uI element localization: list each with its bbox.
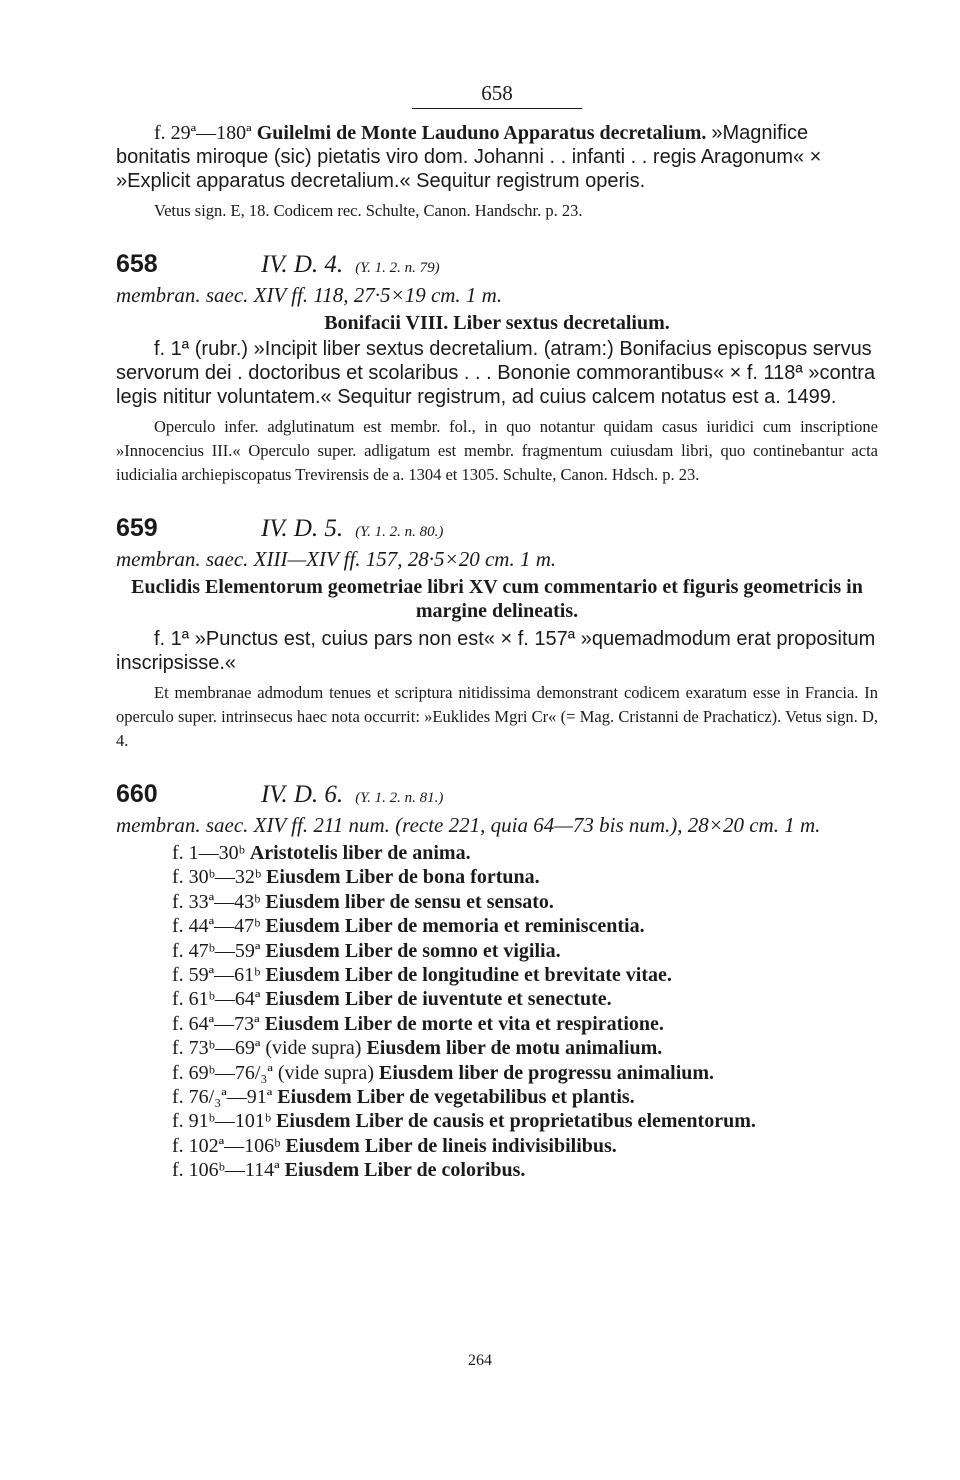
contents-item [116,890,878,914]
contents-item [116,865,878,889]
work-title: Eiusdem liber de progressu animalium. [378,1061,715,1084]
folio-range: f. 30ᵇ—32ᵇ [172,866,267,889]
folio-range: f. 69ᵇ—76/₃ª (vide supra) [172,1061,379,1084]
folio-range: f. 64ª—73ª [172,1012,265,1035]
entry-note: Et membranae admodum tenues et scriptura nitidissima demonstrant codicem exaratum esse in Francia. In operculo super. intrinsecus haec nota occurrit: »Euklides Mgri Cr« (= Mag. Cristanni de Prachaticz). Vetus sign. D, 4. [116,683,878,750]
old-shelfmark: (Y. 1. 2. n. 80.) [355,524,444,540]
work-title: Eiusdem liber de sensu et sensato. [265,890,554,913]
physical-description: membran. saec. XIV ff. 118, 27·5×19 cm. 1 m. [116,283,503,307]
work-title: Eiusdem Liber de bona fortuna. [266,866,540,889]
contents-item [116,987,878,1011]
folio-range: f. 76/₃ª—91ª [172,1086,278,1109]
physical-description: membran. saec. XIII—XIV ff. 157, 28·5×20 cm. 1 m. [116,547,557,571]
physical-description: membran. saec. XIV ff. 211 num. (recte 221, quia 64—73 bis num.), 28×20 cm. 1 m. [116,813,821,837]
work-title: Eiusdem Liber de longitudine et brevitate vitae. [265,964,672,987]
folio-range: f. 47ᵇ—59ª [172,939,266,962]
incipit-text: f. 1ª (rubr.) »Incipit liber sextus decretalium. (atram:) Bonifacius episcopus servus servorum dei . doctoribus et scolaribus . . . Bononie commorantibus« × f. 118ª »contra legis nititur voluntatem.« Sequitur registrum, ad cuius calcem notatus est a. 1499. [116,338,876,408]
contents-item [116,841,878,865]
contents-item [116,914,878,938]
folio-range: f. 59ª—61ᵇ [172,964,266,987]
entry-number: 659 [116,514,158,542]
work-title: Guilelmi de Monte Lauduno Apparatus decretalium. [256,122,707,144]
work-title: Bonifacii VIII. Liber sextus decretalium. [324,312,670,334]
page-content [116,80,878,1183]
shelfmark: IV. D. 5. [261,515,344,542]
entry-660 [116,779,878,1183]
work-title: Eiusdem liber de motu animalium. [366,1037,663,1060]
folio-range: f. 44ª—47ᵇ [172,915,266,938]
incipit-text: »Magnifice bonitatis miroque (sic) pietatis viro dom. Johanni . . infanti . . regis Aragonum« × »Explicit apparatus decretalium.« Sequitur registrum operis. [116,122,822,192]
contents-item [116,1036,878,1060]
work-title: Eiusdem Liber de morte et vita et respiratione. [264,1012,664,1035]
folio-range: f. 61ᵇ—64ª [172,988,266,1011]
contents-item [116,1085,878,1109]
contents-item [116,1012,878,1036]
folio-range: f. 102ª—106ᵇ [172,1134,286,1157]
contents-item [116,939,878,963]
contents-item [116,1061,878,1085]
entry-659 [116,513,878,753]
folio-range: f. 1—30ᵇ [172,842,250,864]
work-title: Eiusdem Liber de lineis indivisibilibus. [285,1134,617,1157]
contents-item [116,1109,878,1133]
running-head-rule [412,108,582,109]
folio-range: f. 73ᵇ—69ª (vide supra) [172,1037,367,1060]
folio-range: f. 106ᵇ—114ª [172,1159,285,1182]
entry-header [116,249,878,283]
entry-number: 660 [116,780,158,808]
entry-658 [116,249,878,487]
entry-prev-contents [116,121,878,193]
shelfmark: IV. D. 6. [261,781,344,808]
work-title: Eiusdem Liber de coloribus. [284,1159,526,1182]
folio-range: f. 29ª—180ª [154,122,257,144]
folio-range: f. 33ª—43ᵇ [172,890,266,913]
old-shelfmark: (Y. 1. 2. n. 79) [355,260,440,276]
incipit-text: f. 1ª »Punctus est, cuius pars non est« × f. 157ª »quemadmodum erat propositum inscripsisse.« [116,628,876,674]
entry-prev-note: Vetus sign. E, 18. Codicem rec. Schulte, Canon. Handschr. p. 23. [154,201,583,220]
work-title: Aristotelis liber de anima. [249,842,471,864]
shelfmark: IV. D. 4. [261,251,344,278]
entry-header [116,513,878,547]
contents-item [116,1134,878,1158]
work-title: Eiusdem Liber de somno et vigilia. [265,939,561,962]
old-shelfmark: (Y. 1. 2. n. 81.) [355,790,444,806]
work-title: Eiusdem Liber de iuventute et senectute. [265,988,612,1011]
work-title: Eiusdem Liber de memoria et reminiscentia. [265,915,645,938]
running-head [116,80,878,109]
folio-range: f. 91ᵇ—101ᵇ [172,1110,277,1133]
work-title: Euclidis Elementorum geometriae libri XV cum commentario et figuris geometricis in margine delineatis. [131,576,863,622]
entry-number: 658 [116,250,158,278]
contents-item [116,963,878,987]
entry-note: Operculo infer. adglutinatum est membr. fol., in quo notantur quidam casus iuridici cum inscriptione »Innocencius III.« Operculo super. adligatum est membr. fragmentum cuiusdam libri, quo continebantur acta iudicialia archiepiscopatus Trevirensis de a. 1304 et 1305. Schulte, Canon. Hdsch. p. 23. [116,417,878,484]
work-title: Eiusdem Liber de vegetabilibus et plantis. [277,1086,635,1109]
page-folio-number: 264 [468,1352,492,1369]
work-title: Eiusdem Liber de causis et proprietatibus elementorum. [276,1110,756,1133]
entry-header [116,779,878,813]
running-head-number: 658 [481,81,513,105]
contents-item [116,1158,878,1182]
entry-prev [116,121,878,223]
contents-list [116,841,878,1183]
